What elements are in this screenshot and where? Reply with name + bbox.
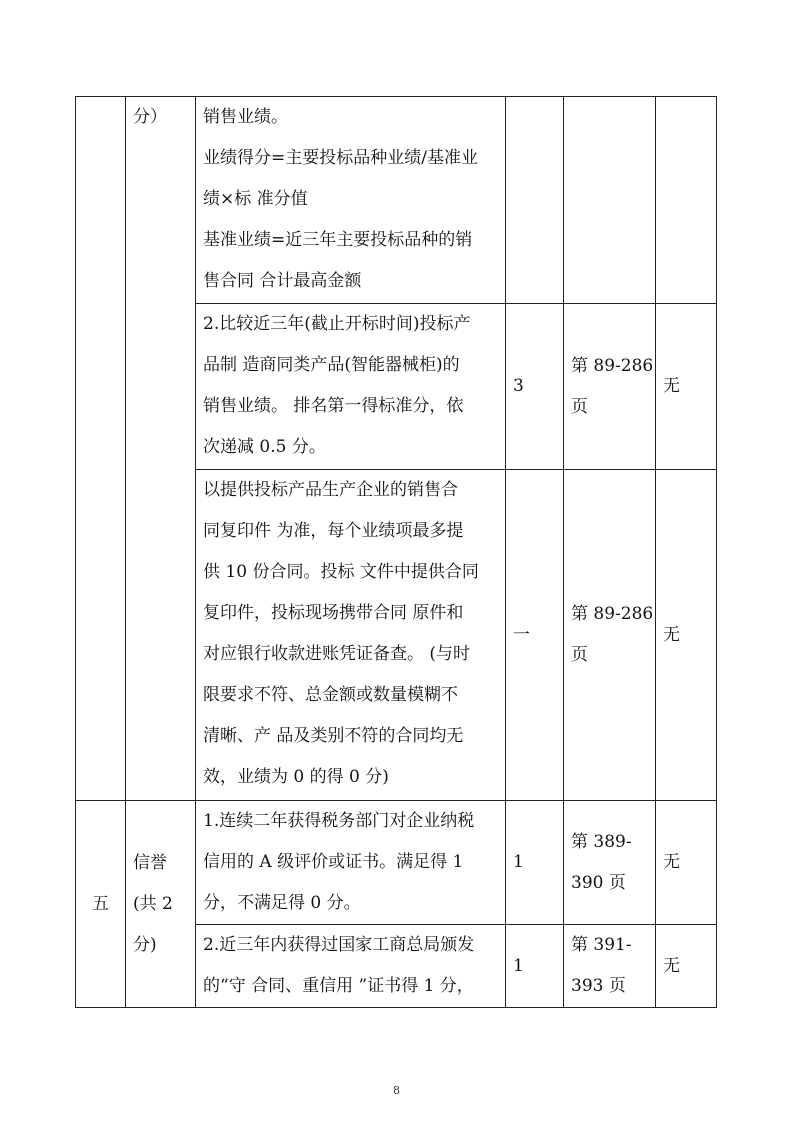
item-number-cell	[76, 97, 126, 801]
description-line: 供 10 份合同。投标 文件中提供合同	[203, 562, 479, 582]
page-ref-cell	[564, 925, 656, 1008]
page-ref-line: 390 页	[571, 872, 626, 893]
page-ref-line: 393 页	[571, 976, 626, 996]
score-cell	[506, 925, 564, 1008]
score-cell	[506, 470, 564, 801]
page-ref-line: 第 89-286	[571, 355, 654, 376]
category-label: (共 2	[133, 893, 173, 914]
item-number-cell	[76, 801, 126, 1008]
page-number: 8	[393, 1084, 400, 1097]
deviation-value: 无	[663, 624, 680, 645]
category-label: 分)	[133, 934, 157, 955]
score-value: 1	[513, 852, 524, 872]
description-line: 业绩得分=主要投标品种业绩/基准业	[203, 148, 478, 168]
description-line: 的“守 合同、重信用 ”证书得 1 分，	[203, 976, 474, 996]
description-cell	[196, 801, 506, 925]
description-line: 次递减 0.5 分。	[203, 437, 326, 457]
category-label: 信誉	[133, 852, 167, 873]
page-ref-cell	[564, 470, 656, 801]
category-cell	[126, 97, 196, 801]
description-line: 分，不满足得 0 分。	[203, 893, 361, 913]
page-ref-cell	[564, 97, 656, 304]
page-ref-line: 第 389-	[571, 831, 632, 852]
score-value: 1	[513, 955, 524, 976]
description-line: 信用的 A 级评价或证书。满足得 1	[203, 852, 464, 872]
description-line: 销售业绩。 排名第一得标准分，依	[203, 396, 464, 416]
deviation-value: 无	[663, 955, 680, 976]
category-cell	[126, 801, 196, 1008]
deviation-value: 无	[663, 852, 680, 872]
description-line: 限要求不符、总金额或数量模糊不	[203, 685, 458, 705]
score-cell	[506, 801, 564, 925]
table-row	[76, 801, 717, 925]
description-line: 清晰、产 品及类别不符的合同均无	[203, 726, 464, 746]
page-ref-line: 第 391-	[571, 935, 632, 955]
description-cell	[196, 97, 506, 304]
description-line: 2.近三年内获得过国家工商总局颁发	[203, 935, 475, 955]
page-ref-line: 页	[571, 645, 588, 665]
item-number: 五	[92, 893, 109, 914]
category-label: 分）	[133, 107, 167, 127]
deviation-cell	[656, 304, 717, 470]
score-cell	[506, 97, 564, 304]
description-line: 销售业绩。	[203, 107, 288, 127]
deviation-cell	[656, 97, 717, 304]
description-line: 复印件，投标现场携带合同 原件和	[203, 603, 464, 623]
table-row	[76, 97, 717, 304]
page-ref-line: 页	[571, 396, 588, 417]
deviation-cell	[656, 801, 717, 925]
description-cell	[196, 304, 506, 470]
deviation-value: 无	[663, 376, 680, 396]
score-cell	[506, 304, 564, 470]
description-cell	[196, 925, 506, 1008]
deviation-cell	[656, 925, 717, 1008]
description-line: 以提供投标产品生产企业的销售合	[203, 480, 458, 500]
description-line: 售合同 合计最高金额	[203, 271, 362, 291]
description-line: 1.连续二年获得税务部门对企业纳税	[203, 811, 475, 831]
page-ref-cell	[564, 801, 656, 925]
score-value: 3	[513, 376, 524, 396]
deviation-cell	[656, 470, 717, 801]
description-line: 同复印件 为准，每个业绩项最多提	[203, 521, 464, 541]
page-ref-cell	[564, 304, 656, 470]
description-cell	[196, 470, 506, 801]
description-line: 绩×标 准分值	[203, 189, 308, 209]
scoring-table	[75, 96, 717, 1008]
page-ref-line: 第 89-286	[571, 604, 654, 624]
score-value: 一	[513, 624, 530, 645]
description-line: 对应银行收款进账凭证备查。 (与时	[203, 644, 471, 664]
description-line: 2.比较近三年(截止开标时间)投标产	[203, 314, 471, 334]
description-line: 效，业绩为 0 的得 0 分)	[203, 767, 389, 787]
description-line: 品制 造商同类产品(智能器械柜)的	[203, 355, 460, 375]
description-line: 基准业绩=近三年主要投标品种的销	[203, 230, 473, 250]
